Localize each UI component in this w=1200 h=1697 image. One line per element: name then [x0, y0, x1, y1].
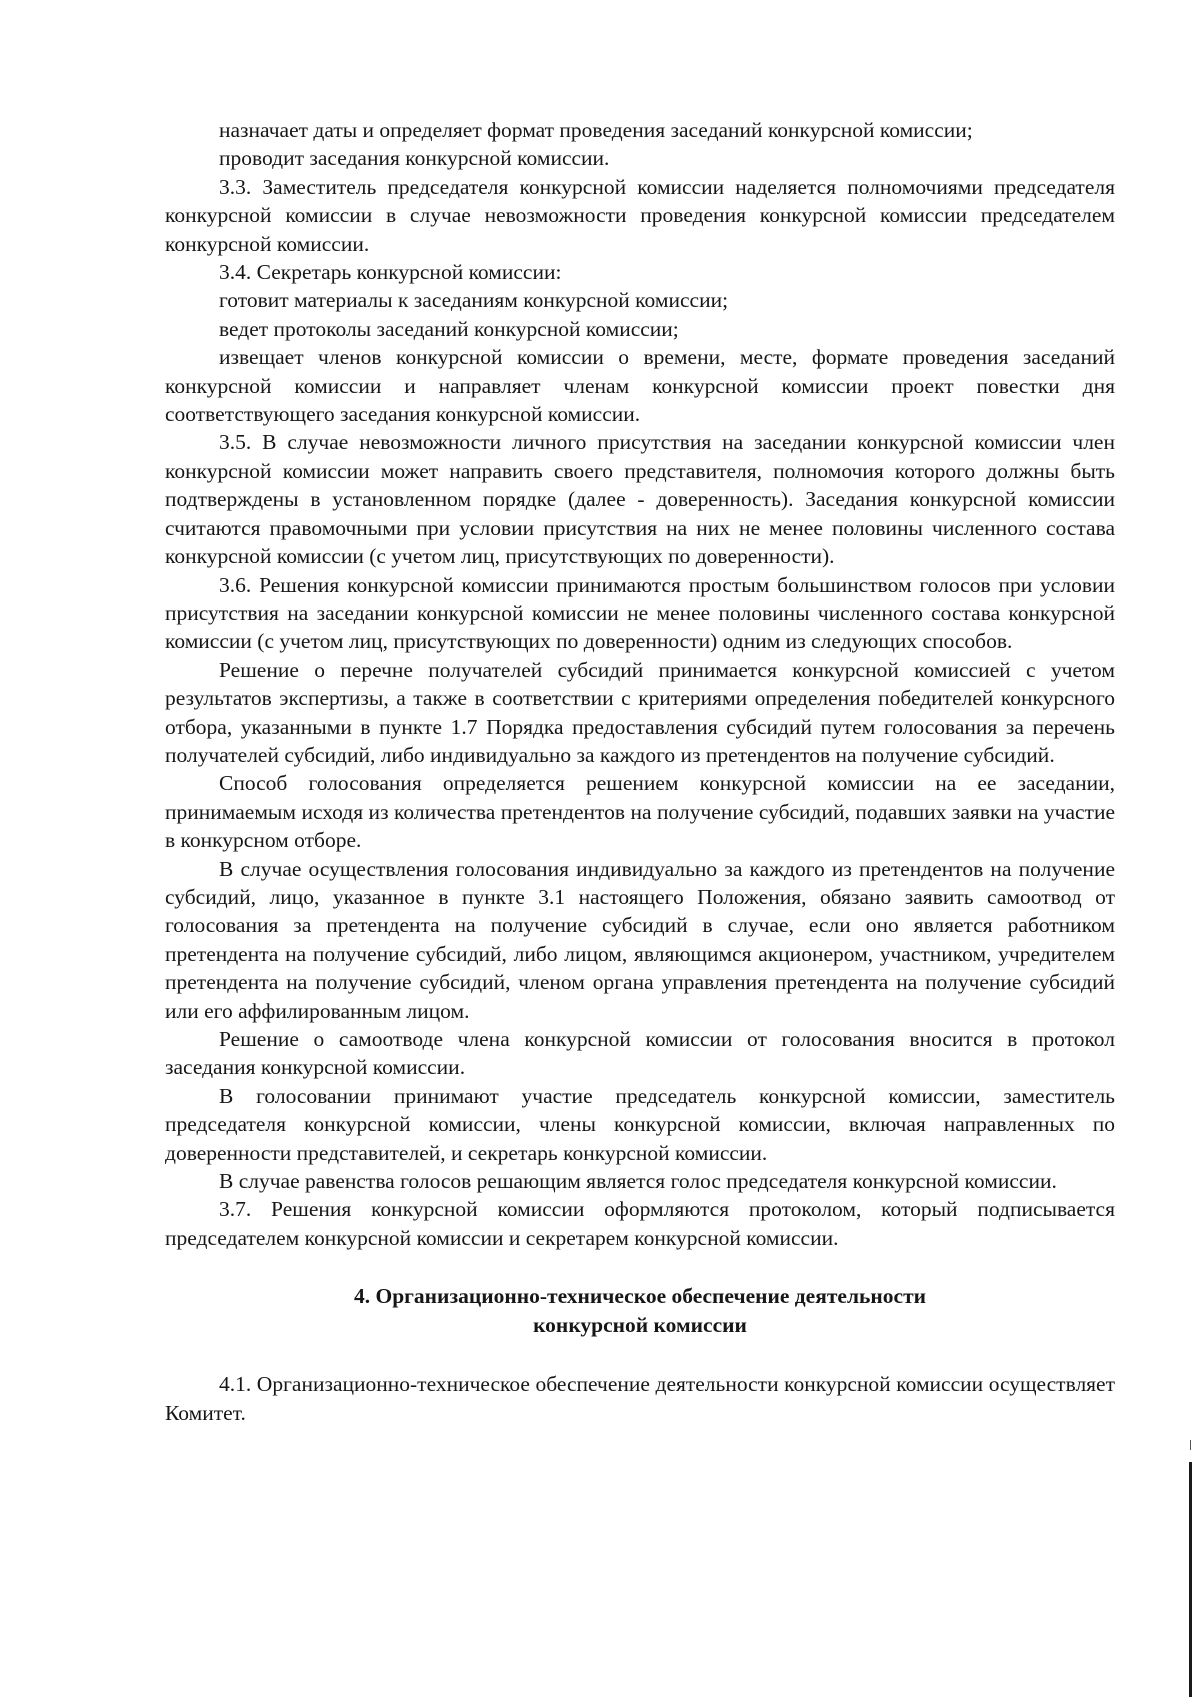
section-heading-line: конкурсной комиссии [533, 1313, 747, 1338]
document-page [165, 116, 1115, 1427]
paragraph: 3.6. Решения конкурсной комиссии принимаются простым большинством голосов при условии присутствия на заседании конкурсной комиссии не менее половины численного состава конкурсной комиссии (с учетом лиц, присутствующих по доверенности) одним из следующих способов. [165, 572, 1115, 654]
paragraph: Способ голосования определяется решением конкурсной комиссии на ее заседании, принимаемым исходя из количества претендентов на получение субсидий, подавших заявки на участие в конкурсном отборе. [165, 771, 1115, 853]
section-heading [165, 1282, 1115, 1340]
paragraph: 3.3. Заместитель председателя конкурсной комиссии наделяется полномочиями председателя конкурсной комиссии в случае невозможности проведения конкурсной комиссии председателем конкурсной комиссии. [165, 174, 1115, 256]
paragraph: Решение о самоотводе члена конкурсной комиссии от голосования вносится в протокол заседания конкурсной комиссии. [165, 1027, 1115, 1080]
paragraph: В случае равенства голосов решающим является голос председателя конкурсной комиссии. [219, 1169, 1057, 1194]
paragraph: 3.7. Решения конкурсной комиссии оформляются протоколом, который подписывается председателем конкурсной комиссии и секретарем конкурсной комиссии. [165, 1197, 1115, 1250]
spacer [165, 1340, 1115, 1370]
paragraph: проводит заседания конкурсной комиссии. [219, 146, 610, 171]
paragraph: Решение о перечне получателей субсидий принимается конкурсной комиссией с учетом результатов экспертизы, а также в соответствии с критериями определения победителей конкурсного отбора, указанными в пункте 1.7 Порядка предоставления субсидий путем голосования за перечень получателей субсидий, либо индивидуально за каждого из претендентов на получение субсидий. [165, 657, 1115, 767]
paragraph: 3.4. Секретарь конкурсной комиссии: [219, 260, 562, 285]
section-heading-line: 4. Организационно-техническое обеспечение деятельности [353, 1284, 927, 1309]
paragraph: извещает членов конкурсной комиссии о времени, месте, формате проведения заседаний конкурсной комиссии и направляет членам конкурсной комиссии проект повестки дня соответствующего заседания конкурсной комиссии. [165, 345, 1115, 427]
paragraph: 3.5. В случае невозможности личного присутствия на заседании конкурсной комиссии член конкурсной комиссии может направить своего представителя, полномочия которого должны быть подтверждены в установленном порядке (далее - доверенность). Заседания конкурсной комиссии считаются правомочными при условии присутствия на них не менее половины численного состава конкурсной комиссии (с учетом лиц, присутствующих по доверенности). [165, 430, 1115, 569]
paragraph: назначает даты и определяет формат проведения заседаний конкурсной комиссии; [219, 118, 973, 142]
paragraph: ведет протоколы заседаний конкурсной комиссии; [219, 316, 679, 341]
paragraph: В случае осуществления голосования индивидуально за каждого из претендентов на получение субсидий, лицо, указанное в пункте 3.1 настоящего Положения, обязано заявить самоотвод от голосования за претендента на получение субсидий в случае, если оно является работником претендента на получение субсидий, либо лицом, являющимся акционером, участником, учредителем претендента на получение субсидий, членом органа управления претендента на получение субсидий или его аффилированным лицом. [165, 856, 1115, 1023]
scan-artifact [1190, 1440, 1191, 1450]
paragraph: готовит материалы к заседаниям конкурсной комиссии; [219, 288, 729, 313]
paragraph: В голосовании принимают участие председатель конкурсной комиссии, заместитель председателя конкурсной комиссии, члены конкурсной комиссии, включая направленных по доверенности представителей, и секретарь конкурсной комиссии. [165, 1083, 1115, 1165]
paragraph: 4.1. Организационно-техническое обеспечение деятельности конкурсной комиссии осуществляет Комитет. [165, 1372, 1115, 1425]
scan-edge-line [1189, 1462, 1192, 1697]
